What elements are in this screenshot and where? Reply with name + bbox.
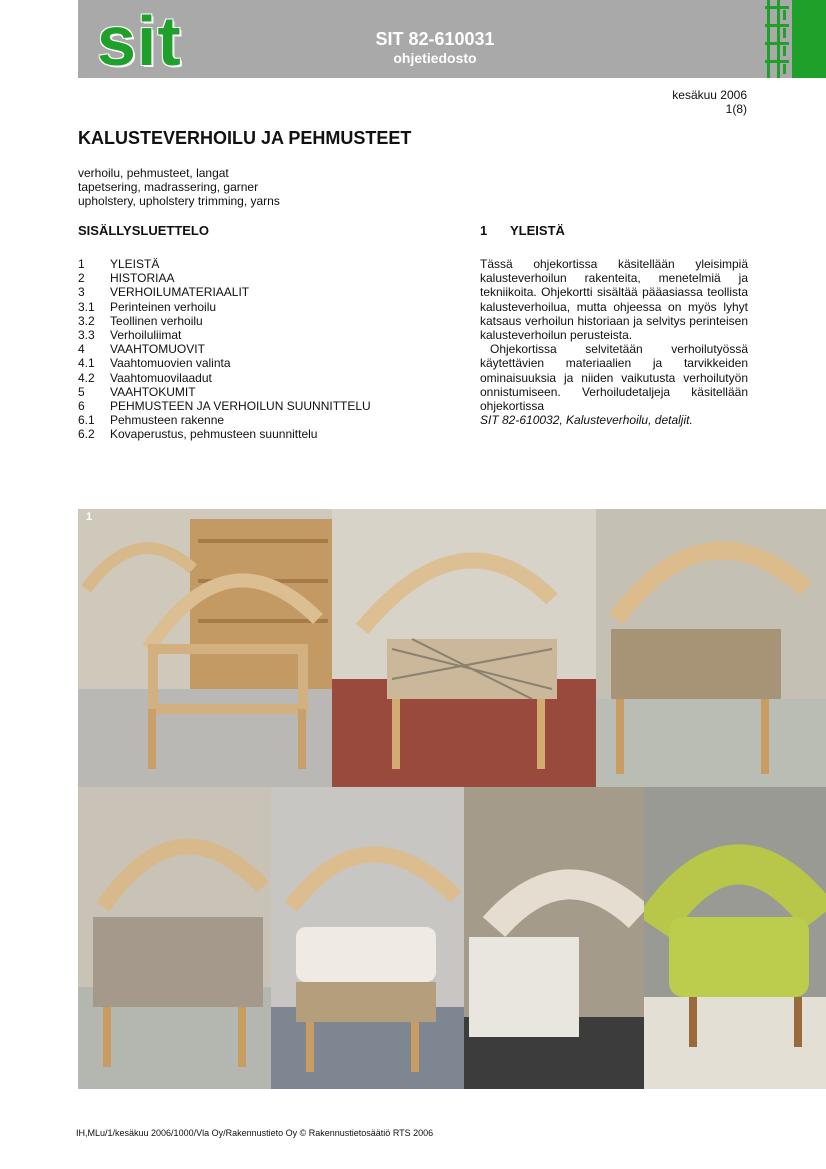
toc-number: 3.2 — [78, 313, 95, 328]
toc-label: Pehmusteen rakenne — [110, 413, 225, 428]
toc-item — [78, 271, 371, 285]
keywords-en: upholstery, upholstery trimming, yarns — [78, 194, 280, 208]
toc-number: 3 — [78, 285, 85, 300]
toc-number: 3.1 — [78, 299, 95, 314]
toc-item — [78, 371, 371, 385]
toc-number: 4 — [78, 342, 85, 357]
paragraph: Tässä ohjekortissa käsitellään yleisimpiä kalusteverhoilun rakenteita, menetelmiä ja tekniikoita. Ohjekortti sisältää pääasiassa teollista kalusteverhoilua, mutta ohjeessa on myös lyhyt katsaus verhoilun historiaan ja selvitys perinteisen kalusteverhoilun perusteista. — [480, 257, 748, 343]
toc-label: Kovaperustus, pehmusteen suunnittelu — [110, 427, 318, 442]
rt-emblem-icon — [765, 0, 791, 78]
document-code-block — [330, 28, 540, 66]
toc-label: Vaahtomuovilaadut — [110, 370, 212, 385]
section-title: YLEISTÄ — [510, 223, 565, 238]
toc-item — [78, 257, 371, 271]
chair-springs-illustration — [332, 509, 596, 787]
toc-label: YLEISTÄ — [110, 257, 160, 271]
toc-number: 1 — [78, 257, 85, 271]
toc-label: Teollinen verhoilu — [110, 313, 203, 328]
document-title: KALUSTEVERHOILU JA PEHMUSTEET — [78, 128, 412, 148]
photo-chair-finished — [644, 787, 826, 1089]
toc-item — [78, 356, 371, 370]
section-1-body — [480, 257, 748, 427]
toc-number: 6.2 — [78, 427, 95, 442]
chair-frame-illustration — [78, 509, 332, 787]
photo-chair-springs — [332, 509, 596, 787]
chair-hessian-illustration — [78, 787, 271, 1089]
toc-label: VERHOILUMATERIAALIT — [110, 285, 250, 300]
toc-heading: SISÄLLYSLUETTELO — [78, 223, 209, 238]
keywords — [78, 166, 280, 208]
paragraph — [480, 342, 748, 427]
toc-label: VAAHTOMUOVIT — [110, 342, 205, 357]
photo-chair-fabric — [464, 787, 644, 1089]
toc-item — [78, 328, 371, 342]
document-type: ohjetiedosto — [393, 50, 477, 66]
issue-date: kesäkuu 2006 — [672, 88, 747, 102]
paragraph-text: Ohjekortissa selvitetään verhoilutyössä käytettävien materiaalien ja tarvikkeiden ominaisuuksia ja niiden vaikutusta verhoilutyön onnistumiseen. Verhoiludetaljeja käsitellään ohjekortissa — [480, 342, 748, 414]
toc-number: 6 — [78, 399, 85, 414]
photo-chair-hessian — [78, 787, 271, 1089]
toc-label: PEHMUSTEEN JA VERHOILUN SUUNNITTELU — [110, 399, 371, 414]
toc-item — [78, 314, 371, 328]
photo-chair-frames — [78, 509, 332, 787]
toc-number: 4.2 — [78, 370, 95, 385]
toc-label: HISTORIAA — [110, 271, 175, 286]
chair-padding-illustration — [271, 787, 464, 1089]
toc-item — [78, 385, 371, 399]
toc-number: 3.3 — [78, 328, 95, 343]
toc-number: 4.1 — [78, 356, 95, 371]
brand-strip — [792, 0, 826, 78]
section-number: 1 — [480, 223, 488, 238]
keywords-fi: verhoilu, pehmusteet, langat — [78, 166, 229, 180]
table-of-contents — [78, 257, 371, 442]
chair-burlap-illustration — [596, 509, 826, 787]
date-block — [672, 88, 747, 116]
toc-label: Vaahtomuovien valinta — [110, 356, 231, 371]
photo-chair-padding — [271, 787, 464, 1089]
chair-fabric-illustration — [464, 787, 644, 1089]
reference-link: SIT 82-610032, Kalusteverhoilu, detaljit. — [480, 413, 693, 428]
section-1-heading — [480, 223, 565, 238]
toc-label: Perinteinen verhoilu — [110, 299, 217, 314]
toc-label: VAAHTOKUMIT — [110, 384, 196, 399]
toc-item — [78, 413, 371, 427]
document-code: SIT 82-610031 — [375, 29, 495, 49]
page-number: 1(8) — [725, 102, 747, 116]
figure-number: 1 — [86, 511, 93, 523]
toc-item — [78, 427, 371, 441]
toc-number: 5 — [78, 384, 85, 399]
toc-item — [78, 300, 371, 314]
keywords-sv: tapetsering, madrassering, garner — [78, 180, 259, 194]
toc-item — [78, 342, 371, 356]
toc-number: 6.1 — [78, 413, 95, 428]
toc-label: Verhoiluliimat — [110, 328, 182, 343]
sit-logo: sit — [97, 2, 182, 80]
toc-item — [78, 285, 371, 299]
footer-credits: IH,MLu/1/kesäkuu 2006/1000/Vla Oy/Rakennustieto Oy © Rakennustietosäätiö RTS 2006 — [76, 1128, 434, 1138]
toc-item — [78, 399, 371, 413]
chair-finished-illustration — [644, 787, 826, 1089]
photo-chair-burlap — [596, 509, 826, 787]
toc-number: 2 — [78, 271, 85, 286]
